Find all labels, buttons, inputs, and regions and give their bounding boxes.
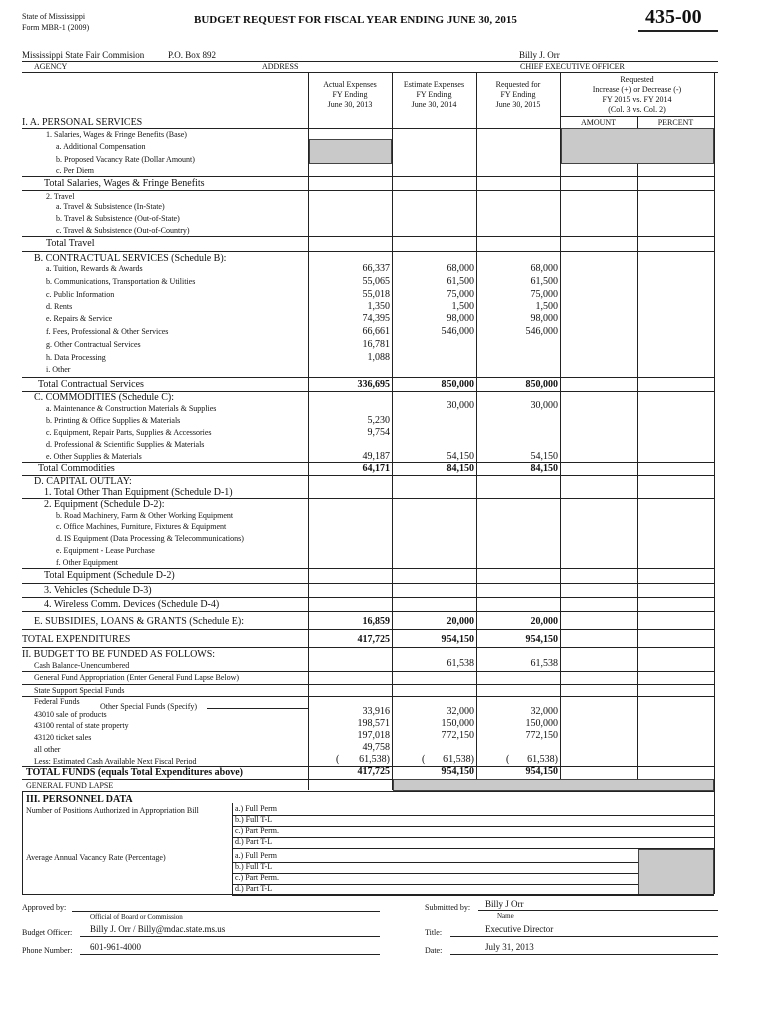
contractual-row-c1: 55,018 [362, 289, 390, 300]
ceo-name: Billy J. Orr [519, 50, 560, 60]
contractual-row-c1: 16,781 [362, 339, 390, 350]
submitted-by-label: Submitted by: [425, 903, 471, 912]
all-other-label: all other [34, 745, 61, 754]
total-commodities-label: Total Commodities [38, 463, 115, 474]
travel-a-label: a. Travel & Subsistence (In-State) [56, 202, 165, 211]
approved-by-label: Approved by: [22, 903, 67, 912]
contractual-row-c3: 61,500 [530, 276, 558, 287]
personnel-type-label: d.) Part T-L [235, 837, 273, 846]
total-exp-c2: 954,150 [441, 634, 474, 645]
section-capital: D. CAPITAL OUTLAY: [34, 476, 132, 487]
all-other-c1: 49,758 [362, 742, 390, 753]
commodity-row-label: d. Professional & Scientific Supplies & Materials [46, 440, 205, 449]
contractual-row-c3: 98,000 [530, 313, 558, 324]
contractual-row-label: d. Rents [46, 302, 73, 311]
phone-value: 601-961-4000 [90, 942, 141, 952]
page-title: BUDGET REQUEST FOR FISCAL YEAR ENDING JUNE 30, 2015 [194, 14, 517, 26]
other-special-label: Other Special Funds (Specify) [100, 702, 198, 711]
travel-c-label: c. Travel & Subsistence (Out-of-Country) [56, 226, 190, 235]
travel-label: 2. Travel [46, 192, 75, 201]
total-expenditures-label: TOTAL EXPENDITURES [22, 634, 131, 645]
total-contractual-c3: 850,000 [525, 379, 558, 390]
budget-officer-value: Billy J. Orr / Billy@mdac.state.ms.us [90, 924, 226, 934]
salaries-label: 1. Salaries, Wages & Fringe Benefits (Base) [46, 130, 187, 139]
contractual-row-label: g. Other Contractual Services [46, 340, 141, 349]
col1-header: Actual Expenses FY Ending June 30, 2013 [323, 80, 377, 109]
total-salaries-label: Total Salaries, Wages & Fringe Benefits [44, 178, 205, 189]
section-commodities: C. COMMODITIES (Schedule C): [34, 392, 174, 403]
shaded-cell [561, 128, 714, 164]
subsidies-c1: 16,859 [362, 616, 390, 627]
gf-lapse-label: GENERAL FUND LAPSE [26, 781, 114, 790]
eq-b-label: b. Road Machinery, Farm & Other Working Equipment [56, 511, 234, 520]
total-contractual-c1: 336,695 [357, 379, 390, 390]
col3-header: Requested for FY Ending June 30, 2015 [495, 80, 541, 109]
personnel-type-label: c.) Part Perm. [235, 826, 279, 835]
contractual-row-c1: 55,065 [362, 276, 390, 287]
personnel-type-label: a.) Full Perm [235, 804, 277, 813]
contractual-row-c1: 1,350 [367, 301, 390, 312]
contractual-row-label: c. Public Information [46, 290, 115, 299]
paren-c3: ( [506, 754, 510, 765]
f43010-c3: 32,000 [530, 706, 558, 717]
eq-c-label: c. Office Machines, Furniture, Fixtures & Equipment [56, 522, 227, 531]
shaded-cell [393, 779, 714, 791]
official-caption: Official of Board or Commission [90, 913, 183, 921]
commodity-row-c2: 54,150 [446, 451, 474, 462]
commodity-row-c3: 54,150 [530, 451, 558, 462]
paren-c2: ( [422, 754, 426, 765]
contractual-row-label: b. Communications, Transportation & Utilities [46, 277, 196, 286]
shaded-cell [309, 139, 392, 164]
contractual-row-c1: 74,395 [362, 313, 390, 324]
commodity-row-c1: 49,187 [362, 451, 390, 462]
commodity-row-label: b. Printing & Office Supplies & Materials [46, 416, 181, 425]
f43010-c2: 32,000 [446, 706, 474, 717]
contractual-row-c1: 66,337 [362, 263, 390, 274]
less-c3: 61,538) [527, 754, 558, 765]
section-subsidies: E. SUBSIDIES, LOANS & GRANTS (Schedule E): [34, 616, 244, 627]
personnel-type-label: b.) Full T-L [235, 862, 273, 871]
total-funds-c2: 954,150 [441, 766, 474, 777]
total-funds-c3: 954,150 [525, 766, 558, 777]
f43100-c3: 150,000 [525, 718, 558, 729]
cap2-label: 2. Equipment (Schedule D-2): [44, 499, 165, 510]
f43010-label: 43010 sale of products [34, 710, 107, 719]
title-label: Title: [425, 928, 443, 937]
addl-comp-label: a. Additional Compensation [56, 142, 146, 151]
contractual-row-c3: 546,000 [525, 326, 558, 337]
contractual-row-c1: 1,088 [367, 352, 390, 363]
budget-officer-label: Budget Officer: [22, 928, 73, 937]
form-code: 435-00 [645, 6, 702, 28]
section-personnel: III. PERSONNEL DATA [26, 794, 133, 805]
personnel-type-label: c.) Part Perm. [235, 873, 279, 882]
cap4-label: 4. Wireless Comm. Devices (Schedule D-4) [44, 599, 220, 610]
form-label: Form MBR-1 (2009) [22, 23, 90, 32]
col2-header: Estimate Expenses FY Ending June 30, 2014 [403, 80, 465, 109]
subsidies-c2: 20,000 [446, 616, 474, 627]
commodity-row-label: a. Maintenance & Construction Materials & Supplies [46, 404, 217, 413]
vacancy-label: b. Proposed Vacancy Rate (Dollar Amount) [56, 155, 195, 164]
f43100-c1: 198,571 [357, 718, 390, 729]
total-travel-label: Total Travel [46, 238, 95, 249]
avg-vacancy-label: Average Annual Vacancy Rate (Percentage) [26, 853, 166, 862]
cap1-label: 1. Total Other Than Equipment (Schedule D-1) [44, 487, 233, 498]
section-contractual: B. CONTRACTUAL SERVICES (Schedule B): [34, 253, 227, 264]
cash-c2: 61,538 [446, 658, 474, 669]
contractual-row-c3: 1,500 [535, 301, 558, 312]
commodity-row-c1: 9,754 [367, 427, 390, 438]
date-label: Date: [425, 946, 443, 955]
total-commodities-c3: 84,150 [530, 463, 558, 474]
contractual-row-c3: 68,000 [530, 263, 558, 274]
federal-label: Federal Funds [34, 697, 80, 706]
per-diem-label: c. Per Diem [56, 166, 94, 175]
personnel-type-label: a.) Full Perm [235, 851, 277, 860]
section-funded: II. BUDGET TO BE FUNDED AS FOLLOWS: [22, 649, 216, 660]
positions-label: Number of Positions Authorized in Appropriation Bill [26, 806, 199, 815]
personnel-type-label: b.) Full T-L [235, 815, 273, 824]
cash-label: Cash Balance-Unencumbered [34, 661, 130, 670]
contractual-row-c2: 68,000 [446, 263, 474, 274]
eq-e-label: e. Equipment - Lease Purchase [56, 546, 155, 555]
personnel-type-label: d.) Part T-L [235, 884, 273, 893]
percent-header: PERCENT [657, 118, 694, 127]
less-c1: 61,538) [359, 754, 390, 765]
f43100-c2: 150,000 [441, 718, 474, 729]
commodity-row-label: e. Other Supplies & Materials [46, 452, 142, 461]
subsidies-c3: 20,000 [530, 616, 558, 627]
commodity-row-label: c. Equipment, Repair Parts, Supplies & Accessories [46, 428, 212, 437]
f43120-c2: 772,150 [441, 730, 474, 741]
contractual-row-c3: 75,000 [530, 289, 558, 300]
shaded-cell [638, 849, 714, 895]
total-funds-label: TOTAL FUNDS (equals Total Expenditures above) [26, 767, 243, 778]
contractual-row-c2: 75,000 [446, 289, 474, 300]
section-personal: I. A. PERSONAL SERVICES [22, 117, 143, 128]
phone-label: Phone Number: [22, 946, 73, 955]
less-c2: 61,538) [443, 754, 474, 765]
total-commodities-c1: 64,171 [362, 463, 390, 474]
agency-name: Mississippi State Fair Commision [22, 50, 145, 60]
amount-header: AMOUNT [580, 118, 617, 127]
commodity-row-c3: 30,000 [530, 400, 558, 411]
cash-c3: 61,538 [530, 658, 558, 669]
less-label: Less: Estimated Cash Available Next Fiscal Period [34, 757, 197, 766]
f43100-label: 43100 rental of state property [34, 721, 129, 730]
state-label: State of Mississippi [22, 12, 86, 21]
eq-d-label: d. IS Equipment (Data Processing & Telecommunications) [56, 534, 244, 543]
contractual-row-label: f. Fees, Professional & Other Services [46, 327, 169, 336]
address-caption: ADDRESS [262, 62, 299, 71]
paren-c1: ( [336, 754, 340, 765]
commodity-row-c2: 30,000 [446, 400, 474, 411]
travel-b-label: b. Travel & Subsistence (Out-of-State) [56, 214, 180, 223]
f43010-c1: 33,916 [362, 706, 390, 717]
contractual-row-c2: 61,500 [446, 276, 474, 287]
contractual-row-label: a. Tuition, Rewards & Awards [46, 264, 143, 273]
total-contractual-c2: 850,000 [441, 379, 474, 390]
f43120-c3: 772,150 [525, 730, 558, 741]
contractual-row-label: i. Other [46, 365, 71, 374]
contractual-row-label: e. Repairs & Service [46, 314, 113, 323]
total-exp-c3: 954,150 [525, 634, 558, 645]
name-caption: Name [497, 912, 514, 920]
f43120-label: 43120 ticket sales [34, 733, 92, 742]
gf-approp-label: General Fund Appropriation (Enter General Fund Lapse Below) [34, 673, 240, 682]
ceo-caption: CHIEF EXECUTIVE OFFICER [520, 62, 625, 71]
cap3-label: 3. Vehicles (Schedule D-3) [44, 585, 152, 596]
contractual-row-c1: 66,661 [362, 326, 390, 337]
contractual-row-c2: 1,500 [451, 301, 474, 312]
eq-f-label: f. Other Equipment [56, 558, 118, 567]
total-equipment-label: Total Equipment (Schedule D-2) [44, 570, 175, 581]
f43120-c1: 197,018 [357, 730, 390, 741]
total-funds-c1: 417,725 [357, 766, 390, 777]
submitted-by-value: Billy J Orr [485, 899, 524, 909]
state-support-label: State Support Special Funds [34, 686, 125, 695]
total-contractual-label: Total Contractual Services [38, 379, 144, 390]
col4-header: Requested Increase (+) or Decrease (-) FY 2015 vs. FY 2014 (Col. 3 vs. Col. 2) [592, 75, 682, 114]
contractual-row-label: h. Data Processing [46, 353, 106, 362]
title-value: Executive Director [485, 924, 554, 934]
commodity-row-c1: 5,230 [367, 415, 390, 426]
date-value: July 31, 2013 [485, 942, 534, 952]
agency-caption: AGENCY [34, 62, 68, 71]
agency-address: P.O. Box 892 [168, 50, 217, 60]
contractual-row-c2: 98,000 [446, 313, 474, 324]
total-commodities-c2: 84,150 [446, 463, 474, 474]
contractual-row-c2: 546,000 [441, 326, 474, 337]
total-exp-c1: 417,725 [357, 634, 390, 645]
